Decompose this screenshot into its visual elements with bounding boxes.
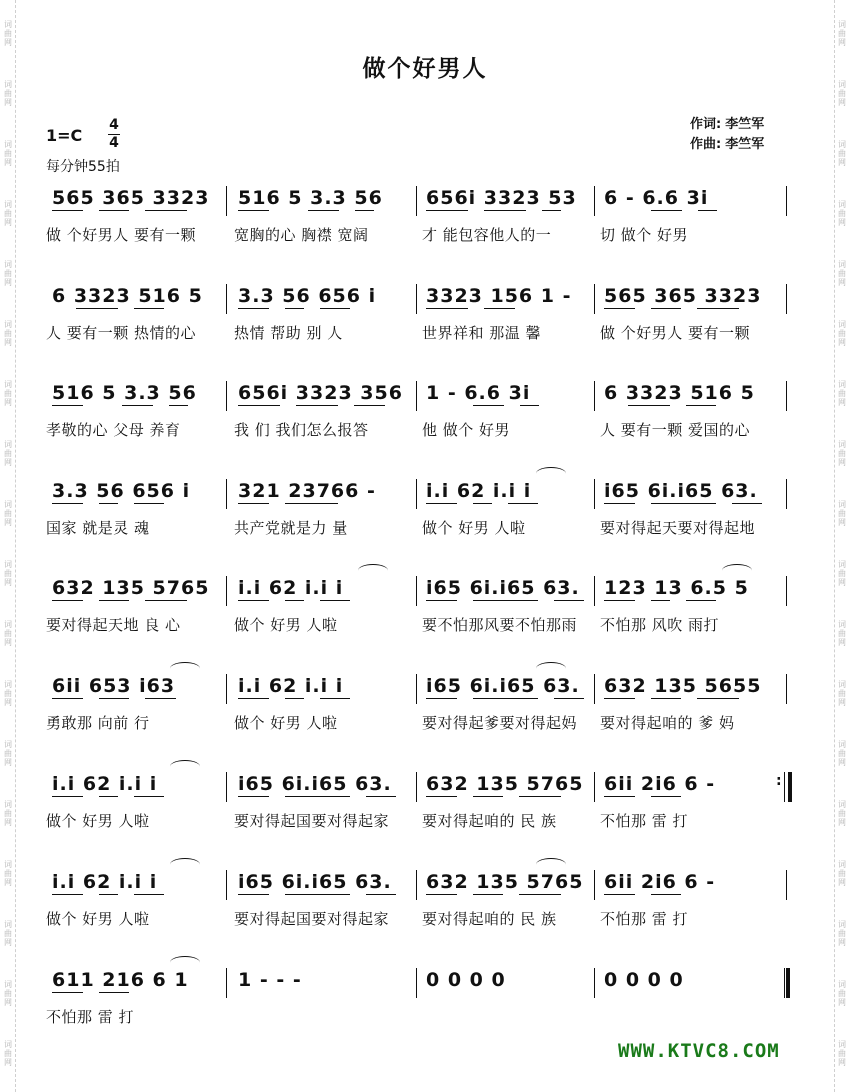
measure-notes: i65 6i.i65 63.	[238, 871, 392, 893]
lyric-segment: 要对得起天地 良 心	[46, 616, 181, 634]
notes-line	[46, 278, 796, 314]
barline	[416, 284, 417, 314]
notes-line	[46, 766, 796, 802]
beam-underline	[238, 308, 269, 309]
repeat-end-barline: :	[776, 772, 794, 802]
measure-notes: 565 365 3323	[52, 187, 210, 209]
measure-notes: i65 6i.i65 63.	[238, 773, 392, 795]
beam-underline	[686, 405, 717, 406]
side-mark: 词曲网	[838, 680, 846, 707]
lyric-segment: 做个 好男 人啦	[422, 519, 526, 537]
left-border	[0, 0, 16, 1092]
beam-underline	[52, 698, 83, 699]
side-mark: 词曲网	[4, 140, 12, 167]
barline	[594, 968, 595, 998]
site-watermark: WWW.KTVC8.COM	[618, 1040, 780, 1062]
lyric-segment: 要不怕那风要不怕那雨	[422, 616, 578, 634]
beam-underline	[285, 600, 304, 601]
side-mark: 词曲网	[838, 380, 846, 407]
side-mark: 词曲网	[838, 440, 846, 467]
measure-notes: 565 365 3323	[604, 285, 762, 307]
beam-underline	[651, 894, 682, 895]
beam-underline	[604, 698, 635, 699]
lyric-segment: 不怕那 雷 打	[46, 1008, 135, 1026]
lyricist-name: 李竺军	[725, 117, 765, 132]
beam-underline	[426, 210, 468, 211]
barline	[416, 772, 417, 802]
lyric-segment: 不怕那 风吹 雨打	[600, 616, 720, 634]
notes-line	[46, 473, 796, 509]
lyric-segment: 不怕那 雷 打	[600, 910, 689, 928]
measure-notes: 6 - 6.6 3i	[604, 187, 709, 209]
beam-underline	[145, 210, 187, 211]
side-mark: 词曲网	[4, 320, 12, 347]
lyric-segment: 做 个好男人 要有一颗	[46, 226, 197, 244]
beam-underline	[604, 894, 635, 895]
beam-underline	[52, 503, 83, 504]
beam-underline	[519, 894, 561, 895]
beam-underline	[651, 698, 682, 699]
beam-underline	[426, 796, 457, 797]
side-mark: 词曲网	[4, 440, 12, 467]
beam-underline	[238, 698, 269, 699]
beam-underline	[554, 698, 585, 699]
measure-notes: 321 23766 -	[238, 480, 376, 502]
side-mark: 词曲网	[4, 200, 12, 227]
measure-notes: 632 135 5765	[426, 871, 584, 893]
side-mark: 词曲网	[4, 1040, 12, 1067]
beam-underline	[99, 992, 130, 993]
side-mark: 词曲网	[4, 980, 12, 1007]
beam-underline	[320, 698, 351, 699]
side-mark: 词曲网	[838, 500, 846, 527]
lyric-segment: 他 做个 好男	[422, 421, 511, 439]
measure-notes: i.i 62 i.i i	[238, 577, 344, 599]
barline	[594, 381, 595, 411]
lyric-segment: 世界祥和 那温 馨	[422, 324, 542, 342]
lyric-segment: 热情 帮助 别 人	[234, 324, 343, 342]
beam-underline	[134, 796, 165, 797]
notes-line	[46, 570, 796, 606]
beam-underline	[320, 600, 351, 601]
measure-notes: 0 0 0 0	[426, 969, 506, 991]
slur-arc	[358, 564, 388, 577]
side-mark: 词曲网	[4, 500, 12, 527]
score-system	[46, 570, 796, 650]
barline	[594, 576, 595, 606]
beam-underline	[484, 308, 515, 309]
beam-underline	[52, 210, 83, 211]
beam-underline	[604, 308, 635, 309]
barline	[416, 870, 417, 900]
barline	[226, 479, 227, 509]
beam-underline	[651, 210, 682, 211]
barline	[226, 381, 227, 411]
measure-notes: 6ii 2i6 6 -	[604, 871, 716, 893]
barline	[594, 186, 595, 216]
barline	[786, 870, 787, 900]
side-mark: 词曲网	[4, 560, 12, 587]
lyric-segment: 要对得起爹要对得起妈	[422, 714, 578, 732]
measure-notes: i.i 62 i.i i	[426, 480, 532, 502]
lyrics-line	[46, 614, 796, 636]
beam-underline	[99, 503, 118, 504]
lyrics-line	[46, 517, 796, 539]
lyrics-line	[46, 908, 796, 930]
lyric-segment: 要对得起国要对得起家	[234, 812, 390, 830]
beam-underline	[554, 600, 585, 601]
lyric-segment: 要对得起国要对得起家	[234, 910, 390, 928]
lyrics-line	[46, 322, 796, 344]
right-border	[834, 0, 850, 1092]
beam-underline	[473, 796, 504, 797]
measure-notes: 656i 3323 356	[238, 382, 403, 404]
beam-underline	[697, 308, 739, 309]
notes-line	[46, 180, 796, 216]
barline	[226, 674, 227, 704]
side-mark: 词曲网	[4, 80, 12, 107]
score-system	[46, 473, 796, 553]
notes-line	[46, 962, 796, 998]
measure-notes: i65 6i.i65 63.	[426, 675, 580, 697]
barline	[416, 576, 417, 606]
slur-arc	[536, 858, 566, 871]
barline	[226, 576, 227, 606]
measure-notes: 0 0 0 0	[604, 969, 684, 991]
lyric-segment: 才 能包容他人的一	[422, 226, 552, 244]
beam-underline	[426, 308, 468, 309]
side-mark: 词曲网	[4, 740, 12, 767]
beam-underline	[134, 308, 165, 309]
lyric-segment: 人 要有一颗 热情的心	[46, 324, 197, 342]
lyric-segment: 做个 好男 人啦	[46, 812, 150, 830]
beam-underline	[99, 796, 118, 797]
beam-underline	[238, 503, 269, 504]
measure-notes: i.i 62 i.i i	[52, 871, 158, 893]
measure-notes: 6ii 653 i63	[52, 675, 176, 697]
beam-underline	[686, 600, 717, 601]
side-mark: 词曲网	[838, 260, 846, 287]
beam-underline	[732, 503, 763, 504]
beam-underline	[145, 600, 187, 601]
beam-underline	[320, 308, 351, 309]
beam-underline	[169, 405, 188, 406]
meter-bottom: 4	[109, 135, 119, 151]
beam-underline	[651, 600, 670, 601]
barline	[786, 674, 787, 704]
measure-notes: 1 - - -	[238, 969, 302, 991]
measure-notes: 3.3 56 656 i	[52, 480, 191, 502]
lyrics-line	[46, 1006, 796, 1028]
lyrics-line	[46, 224, 796, 246]
beam-underline	[366, 894, 397, 895]
lyric-segment: 勇敢那 向前 行	[46, 714, 150, 732]
side-mark: 词曲网	[4, 920, 12, 947]
beam-underline	[285, 503, 339, 504]
beam-underline	[134, 894, 165, 895]
side-mark: 词曲网	[4, 860, 12, 887]
measure-notes: 516 5 3.3 56	[238, 187, 383, 209]
measure-notes: 632 135 5765	[426, 773, 584, 795]
beam-underline	[134, 503, 165, 504]
measure-notes: i65 6i.i65 63.	[426, 577, 580, 599]
beam-underline	[355, 210, 374, 211]
side-mark: 词曲网	[4, 380, 12, 407]
barline	[594, 284, 595, 314]
measure-notes: i.i 62 i.i i	[52, 773, 158, 795]
barline	[416, 674, 417, 704]
side-mark: 词曲网	[838, 980, 846, 1007]
score-system	[46, 668, 796, 748]
beam-underline	[604, 796, 635, 797]
measure-notes: 632 135 5765	[52, 577, 210, 599]
measure-notes: 632 135 5655	[604, 675, 762, 697]
side-mark: 词曲网	[838, 200, 846, 227]
side-mark: 词曲网	[838, 140, 846, 167]
side-mark: 词曲网	[838, 20, 846, 47]
score-system	[46, 864, 796, 944]
side-mark: 词曲网	[838, 320, 846, 347]
score-system	[46, 375, 796, 455]
side-mark: 词曲网	[838, 740, 846, 767]
tempo-marking: 每分钟55拍	[46, 159, 120, 175]
barline	[416, 186, 417, 216]
barline	[416, 381, 417, 411]
beam-underline	[238, 405, 280, 406]
score-system	[46, 278, 796, 358]
measure-notes: 656i 3323 53	[426, 187, 577, 209]
measure-notes: 3.3 56 656 i	[238, 285, 377, 307]
meter-top: 4	[109, 117, 119, 133]
beam-underline	[285, 796, 350, 797]
beam-underline	[508, 503, 539, 504]
measure-notes: 3323 156 1 -	[426, 285, 572, 307]
lyric-segment: 国家 就是灵 魂	[46, 519, 150, 537]
slur-arc	[722, 564, 752, 577]
side-mark: 词曲网	[4, 20, 12, 47]
lyric-segment: 不怕那 雷 打	[600, 812, 689, 830]
barline	[416, 968, 417, 998]
barline	[226, 870, 227, 900]
beam-underline	[628, 405, 670, 406]
beam-underline	[484, 210, 526, 211]
beam-underline	[99, 894, 118, 895]
beam-underline	[698, 210, 717, 211]
beam-underline	[604, 503, 635, 504]
measure-notes: 6 3323 516 5	[604, 382, 755, 404]
score-system	[46, 766, 796, 846]
beam-underline	[52, 992, 83, 993]
barline	[416, 479, 417, 509]
lyric-segment: 切 做个 好男	[600, 226, 689, 244]
beam-underline	[122, 405, 153, 406]
lyric-segment: 要对得起咱的 民 族	[422, 812, 557, 830]
beam-underline	[651, 308, 682, 309]
lyric-segment: 做 个好男人 要有一颗	[600, 324, 751, 342]
barline	[226, 772, 227, 802]
beam-underline	[697, 698, 739, 699]
beam-underline	[473, 894, 504, 895]
lyric-segment: 要对得起咱的 民 族	[422, 910, 557, 928]
slur-arc	[536, 662, 566, 675]
beam-underline	[76, 308, 118, 309]
side-mark: 词曲网	[838, 620, 846, 647]
beam-underline	[238, 210, 269, 211]
side-mark: 词曲网	[4, 800, 12, 827]
barline	[226, 284, 227, 314]
slur-arc	[536, 467, 566, 480]
composer-name: 李竺军	[725, 137, 765, 152]
beam-underline	[238, 600, 269, 601]
lyric-segment: 孝敬的心 父母 养育	[46, 421, 181, 439]
barline	[786, 576, 787, 606]
measure-notes: 611 216 6 1	[52, 969, 189, 991]
barline	[594, 479, 595, 509]
beam-underline	[285, 308, 304, 309]
notes-line	[46, 864, 796, 900]
beam-underline	[426, 894, 457, 895]
lyrics-line	[46, 419, 796, 441]
beam-underline	[519, 796, 561, 797]
beam-underline	[426, 600, 457, 601]
beam-underline	[604, 600, 635, 601]
lyrics-line	[46, 712, 796, 734]
notes-line	[46, 668, 796, 704]
side-mark: 词曲网	[838, 1040, 846, 1067]
measure-notes: 516 5 3.3 56	[52, 382, 197, 404]
credits	[690, 115, 764, 155]
beam-underline	[52, 405, 83, 406]
beam-underline	[473, 503, 492, 504]
final-barline	[784, 968, 790, 998]
measure-notes: 123 13 6.5 5	[604, 577, 749, 599]
lyric-segment: 做个 好男 人啦	[46, 910, 150, 928]
barline	[594, 772, 595, 802]
side-mark: 词曲网	[4, 260, 12, 287]
beam-underline	[473, 698, 538, 699]
measure-notes: 6ii 2i6 6 -	[604, 773, 716, 795]
barline	[786, 186, 787, 216]
measure-notes: 6 3323 516 5	[52, 285, 203, 307]
slur-arc	[170, 760, 200, 773]
lyric-segment: 要对得起天要对得起地	[600, 519, 756, 537]
notes-line	[46, 375, 796, 411]
side-mark: 词曲网	[838, 800, 846, 827]
lyrics-line	[46, 810, 796, 832]
beam-underline	[354, 405, 385, 406]
composer-label: 作曲:	[690, 137, 722, 152]
slur-arc	[170, 956, 200, 969]
key-signature: 1=C	[46, 126, 83, 145]
slur-arc	[170, 858, 200, 871]
beam-underline	[473, 600, 538, 601]
beam-underline	[52, 894, 83, 895]
beam-underline	[285, 698, 304, 699]
lyric-segment: 共产党就是力 量	[234, 519, 348, 537]
lyric-segment: 我 们 我们怎么报答	[234, 421, 369, 439]
side-mark: 词曲网	[838, 80, 846, 107]
beam-underline	[145, 698, 176, 699]
barline	[786, 479, 787, 509]
lyric-segment: 人 要有一颗 爱国的心	[600, 421, 751, 439]
beam-underline	[426, 698, 457, 699]
beam-underline	[520, 405, 539, 406]
beam-underline	[296, 405, 338, 406]
song-title: 做个好男人	[362, 56, 488, 82]
beam-underline	[651, 796, 682, 797]
lyric-segment: 宽胸的心 胸襟 宽阔	[234, 226, 369, 244]
barline	[786, 284, 787, 314]
measure-notes: i65 6i.i65 63.	[604, 480, 758, 502]
beam-underline	[542, 210, 561, 211]
beam-underline	[52, 796, 83, 797]
beam-underline	[99, 600, 130, 601]
lyricist-label: 作词:	[690, 117, 722, 132]
time-signature	[108, 118, 120, 151]
measure-notes: 1 - 6.6 3i	[426, 382, 531, 404]
beam-underline	[238, 894, 269, 895]
beam-underline	[308, 210, 339, 211]
beam-underline	[285, 894, 350, 895]
side-mark: 词曲网	[838, 920, 846, 947]
side-mark: 词曲网	[4, 680, 12, 707]
beam-underline	[473, 405, 504, 406]
barline	[594, 674, 595, 704]
beam-underline	[238, 796, 269, 797]
barline	[786, 381, 787, 411]
lyric-segment: 要对得起咱的 爹 妈	[600, 714, 735, 732]
beam-underline	[651, 503, 716, 504]
measure-notes: i.i 62 i.i i	[238, 675, 344, 697]
barline	[226, 968, 227, 998]
beam-underline	[52, 600, 83, 601]
lyric-segment: 做个 好男 人啦	[234, 714, 338, 732]
side-mark: 词曲网	[838, 860, 846, 887]
score-system	[46, 180, 796, 260]
beam-underline	[366, 796, 397, 797]
side-mark: 词曲网	[4, 620, 12, 647]
beam-underline	[99, 210, 130, 211]
barline	[594, 870, 595, 900]
beam-underline	[99, 698, 130, 699]
slur-arc	[170, 662, 200, 675]
barline	[226, 186, 227, 216]
side-mark: 词曲网	[838, 560, 846, 587]
beam-underline	[426, 503, 457, 504]
lyric-segment: 做个 好男 人啦	[234, 616, 338, 634]
score-system	[46, 962, 796, 1042]
